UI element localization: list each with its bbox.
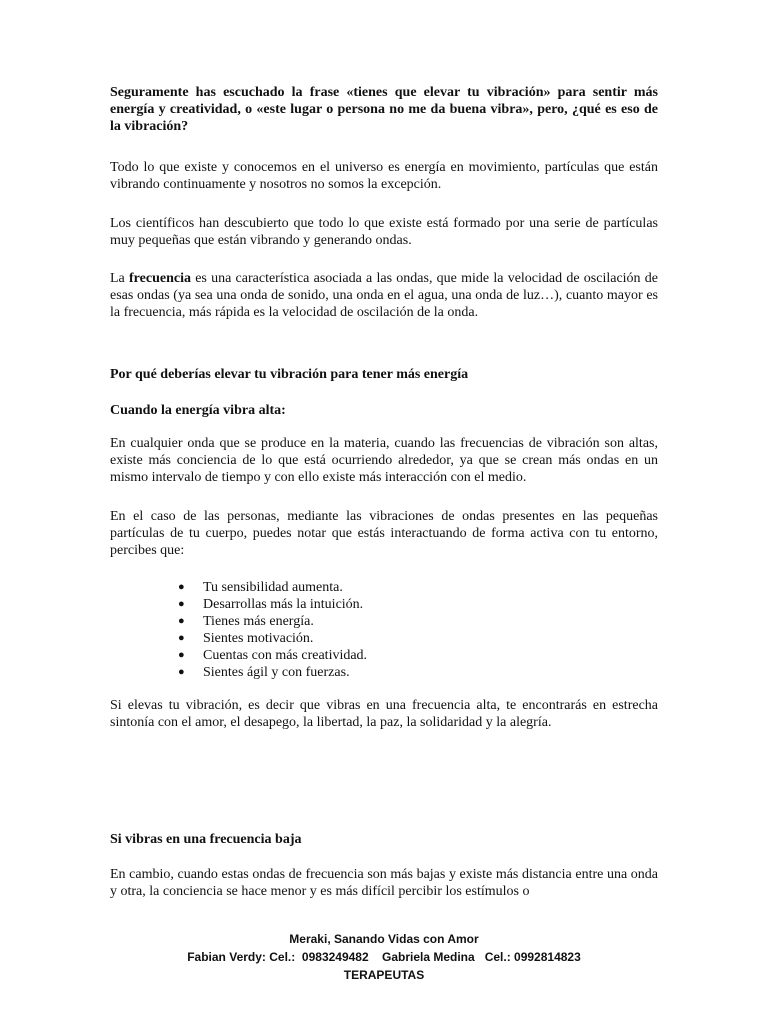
list-item (175, 664, 367, 681)
paragraph-elevate: Si elevas tu vibración, es decir que vibras en una frecuencia alta, te encontrarás en estrecha sintonía con el amor, el desapego, la libertad, la paz, la solidaridad y la alegría. (110, 698, 658, 730)
section-heading-why: Por qué deberías elevar tu vibración para tener más energía (110, 367, 469, 382)
section-heading-low: Si vibras en una frecuencia baja (110, 832, 302, 847)
list-item (175, 647, 367, 664)
frequency-rest: es una característica asociada a las ondas, que mide la velocidad de oscilación de esas ondas (ya sea una onda de sonido, una onda en el agua, una onda de luz…), cuanto mayor es la frecuencia, más rápida es la velocidad de oscilación de la onda. (110, 271, 659, 320)
list-item (175, 596, 367, 613)
footer-role: TERAPEUTAS (343, 968, 425, 982)
section-heading-high: Cuando la energía vibra alta: (110, 403, 286, 418)
benefits-list (175, 579, 367, 681)
bullet-icon: ● (178, 598, 185, 610)
bullet-icon: ● (178, 581, 185, 593)
footer-contacts: Fabian Verdy: Cel.: 0983249482 Gabriela Medina Cel.: 0992814823 (187, 950, 581, 964)
list-item-text: Cuentas con más creatividad. (203, 648, 368, 663)
paragraph-people: En el caso de las personas, mediante las vibraciones de ondas presentes en las pequeñas partículas de tu cuerpo, puedes notar que estás interactuando de forma activa con tu entorno, percibes que: (110, 509, 658, 558)
list-item-text: Sientes ágil y con fuerzas. (203, 665, 350, 680)
paragraph-frequency (110, 270, 658, 321)
frequency-term: frecuencia (129, 271, 191, 286)
list-item-text: Tu sensibilidad aumenta. (203, 580, 343, 595)
bullet-icon: ● (178, 649, 185, 661)
paragraph-scientists: Los científicos han descubierto que todo lo que existe está formado por una serie de partículas muy pequeñas que están vibrando y generando ondas. (110, 216, 658, 248)
list-item (175, 630, 367, 647)
list-item (175, 613, 367, 630)
frequency-prefix: La (110, 271, 130, 286)
intro-paragraph: Seguramente has escuchado la frase «tienes que elevar tu vibración» para sentir más energía y creatividad, o «este lugar o persona no me da buena vibra», pero, ¿qué es eso de la vibración? (110, 85, 658, 134)
list-item-text: Desarrollas más la intuición. (203, 597, 364, 612)
paragraph-high-frequency: En cualquier onda que se produce en la materia, cuando las frecuencias de vibración son altas, existe más conciencia de lo que está ocurriendo alrededor, ya que se crean más ondas en un mismo intervalo de tiempo y con ello existe más interacción con el medio. (110, 436, 658, 485)
paragraph-low-frequency: En cambio, cuando estas ondas de frecuencia son más bajas y existe más distancia entre una onda y otra, la conciencia se hace menor y es más difícil percibir los estímulos o (110, 867, 658, 899)
bullet-icon: ● (178, 666, 185, 678)
paragraph-energy: Todo lo que existe y conocemos en el universo es energía en movimiento, partículas que están vibrando continuamente y nosotros no somos la excepción. (110, 160, 658, 192)
footer-tagline: Meraki, Sanando Vidas con Amor (289, 932, 479, 946)
bullet-icon: ● (178, 615, 185, 627)
list-item-text: Sientes motivación. (203, 631, 314, 646)
bullet-icon: ● (178, 632, 185, 644)
list-item-text: Tienes más energía. (203, 614, 314, 629)
list-item (175, 579, 367, 596)
